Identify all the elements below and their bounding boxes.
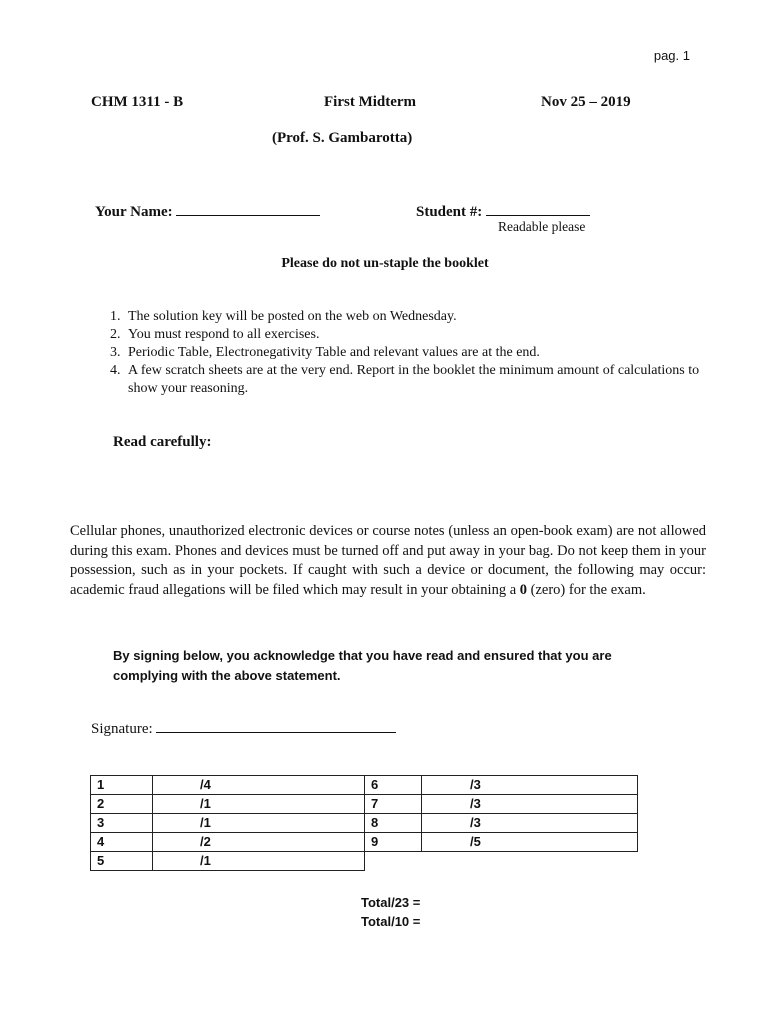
policy-text: Cellular phones, unauthorized electronic devices or course notes (unless an open-book exam) are not allowed during this exam. Phones and devices must be turned off and put away in your bag. Do not keep them in your possession, such as in your pockets. If caught with such a device or document, the following may occur: academic fraud allegations will be filed which may result in your obtaining a (70, 523, 706, 598)
name-field[interactable] (95, 201, 320, 221)
signature-field[interactable] (91, 718, 396, 738)
question-number: 6 (365, 776, 422, 795)
question-points: /1 (153, 814, 365, 833)
question-number: 5 (91, 852, 153, 871)
student-number-label: Student #: (416, 204, 483, 220)
empty-cell (422, 852, 638, 871)
total-out-of-10: Total/10 = (361, 914, 421, 929)
instruction-item: 1. The solution key will be posted on the web on Wednesday. (124, 308, 724, 326)
zero-grade: 0 (519, 581, 528, 598)
table-row (91, 852, 638, 871)
student-number-field[interactable] (416, 201, 590, 221)
table-row (91, 814, 638, 833)
policy-text-end: (zero) for the exam. (527, 581, 646, 598)
exam-title: First Midterm (324, 94, 417, 110)
question-points: /5 (422, 833, 638, 852)
table-row (91, 833, 638, 852)
exam-date: Nov 25 – 2019 (541, 94, 631, 110)
empty-cell (365, 852, 422, 871)
question-points: /1 (153, 795, 365, 814)
course-code: CHM 1311 - B (91, 94, 184, 110)
instruction-item: 2. You must respond to all exercises. (124, 326, 724, 344)
readable-note: Readable please (498, 219, 586, 234)
question-points: /3 (422, 776, 638, 795)
question-number: 1 (91, 776, 153, 795)
page-number: pag. 1 (653, 48, 690, 63)
table-row (91, 795, 638, 814)
question-points: /3 (422, 795, 638, 814)
student-number-blank[interactable] (486, 201, 590, 216)
instruction-item: 3. Periodic Table, Electronegativity Table and relevant values are at the end. (124, 344, 724, 362)
question-points: /2 (153, 833, 365, 852)
score-table (90, 775, 638, 871)
professor-name: (Prof. S. Gambarotta) (272, 130, 413, 146)
table-row (91, 776, 638, 795)
instruction-item: 4. A few scratch sheets are at the very end. Report in the booklet the minimum amount of calculations to show your reasoning. (124, 362, 724, 398)
question-number: 3 (91, 814, 153, 833)
device-policy-paragraph (70, 522, 706, 600)
instructions-list (90, 308, 724, 398)
name-label: Your Name: (95, 204, 173, 220)
question-points: /1 (153, 852, 365, 871)
question-number: 7 (365, 795, 422, 814)
question-points: /3 (422, 814, 638, 833)
question-number: 8 (365, 814, 422, 833)
acknowledgement-statement: By signing below, you acknowledge that you have read and ensured that you are complying with the above statement. (113, 648, 612, 683)
question-number: 2 (91, 795, 153, 814)
signature-label: Signature: (91, 721, 153, 737)
question-points: /4 (153, 776, 365, 795)
signature-blank[interactable] (156, 718, 396, 733)
staple-notice: Please do not un-staple the booklet (281, 256, 489, 271)
name-blank[interactable] (176, 201, 320, 216)
question-number: 4 (91, 833, 153, 852)
total-out-of-23: Total/23 = (361, 895, 421, 910)
read-carefully-heading: Read carefully: (113, 434, 212, 450)
question-number: 9 (365, 833, 422, 852)
